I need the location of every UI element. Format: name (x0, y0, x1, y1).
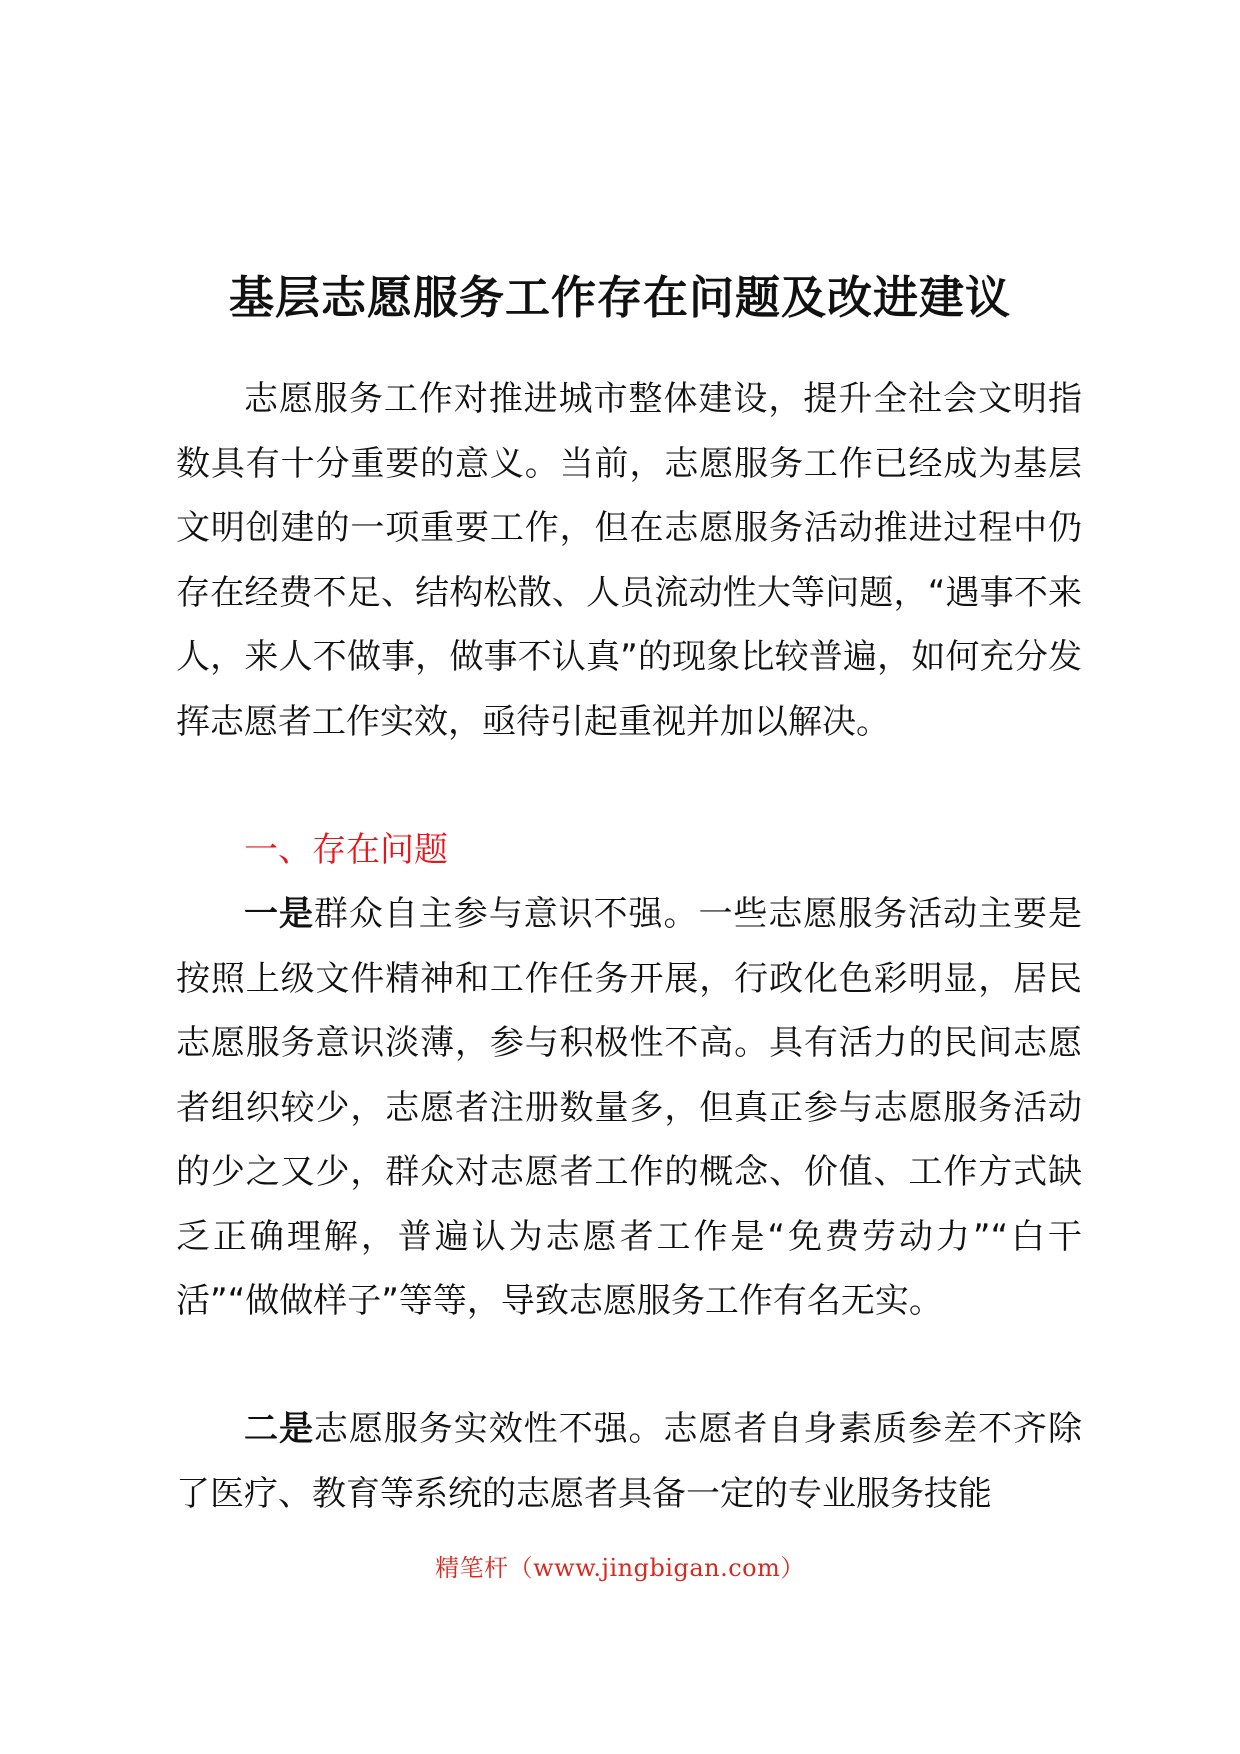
footer-watermark: 精笔杆（www.jingbigan.com） (435, 1554, 805, 1582)
point-two-lead: 二是 (244, 1409, 314, 1449)
document-title: 基层志愿服务工作存在问题及改进建议 (228, 271, 1011, 324)
point-one-lead: 一是 (244, 894, 314, 934)
section-heading: 一、存在问题 (244, 830, 448, 870)
intro-paragraph: 志愿服务工作对推进城市整体建设，提升全社会文明指数具有十分重要的意义。当前，志愿服务工作已经成为基层文明创建的一项重要工作，但在志愿服务活动推进过程中仍存在经费不足、结构松散、人员流动性大等问题，“遇事不来人，来人不做事，做事不认真”的现象比较普遍，如何充分发挥志愿者工作实效，亟待引起重视并加以解决。 (176, 379, 1082, 742)
point-two-paragraph (176, 1397, 1082, 1526)
point-one-paragraph (176, 882, 1082, 1334)
point-one-text: 群众自主参与意识不强。一些志愿服务活动主要是按照上级文件精神和工作任务开展，行政化色彩明显，居民志愿服务意识淡薄，参与积极性不高。具有活力的民间志愿者组织较少，志愿者注册数量多，但真正参与志愿服务活动的少之又少，群众对志愿者工作的概念、价值、工作方式缺乏正确理解，普遍认为志愿者工作是“免费劳动力”“白干活”“做做样子”等等，导致志愿服务工作有名无实。 (176, 894, 1083, 1321)
point-two-text: 志愿服务实效性不强。志愿者自身素质参差不齐除了医疗、教育等系统的志愿者具备一定的专业服务技能 (176, 1409, 1083, 1514)
